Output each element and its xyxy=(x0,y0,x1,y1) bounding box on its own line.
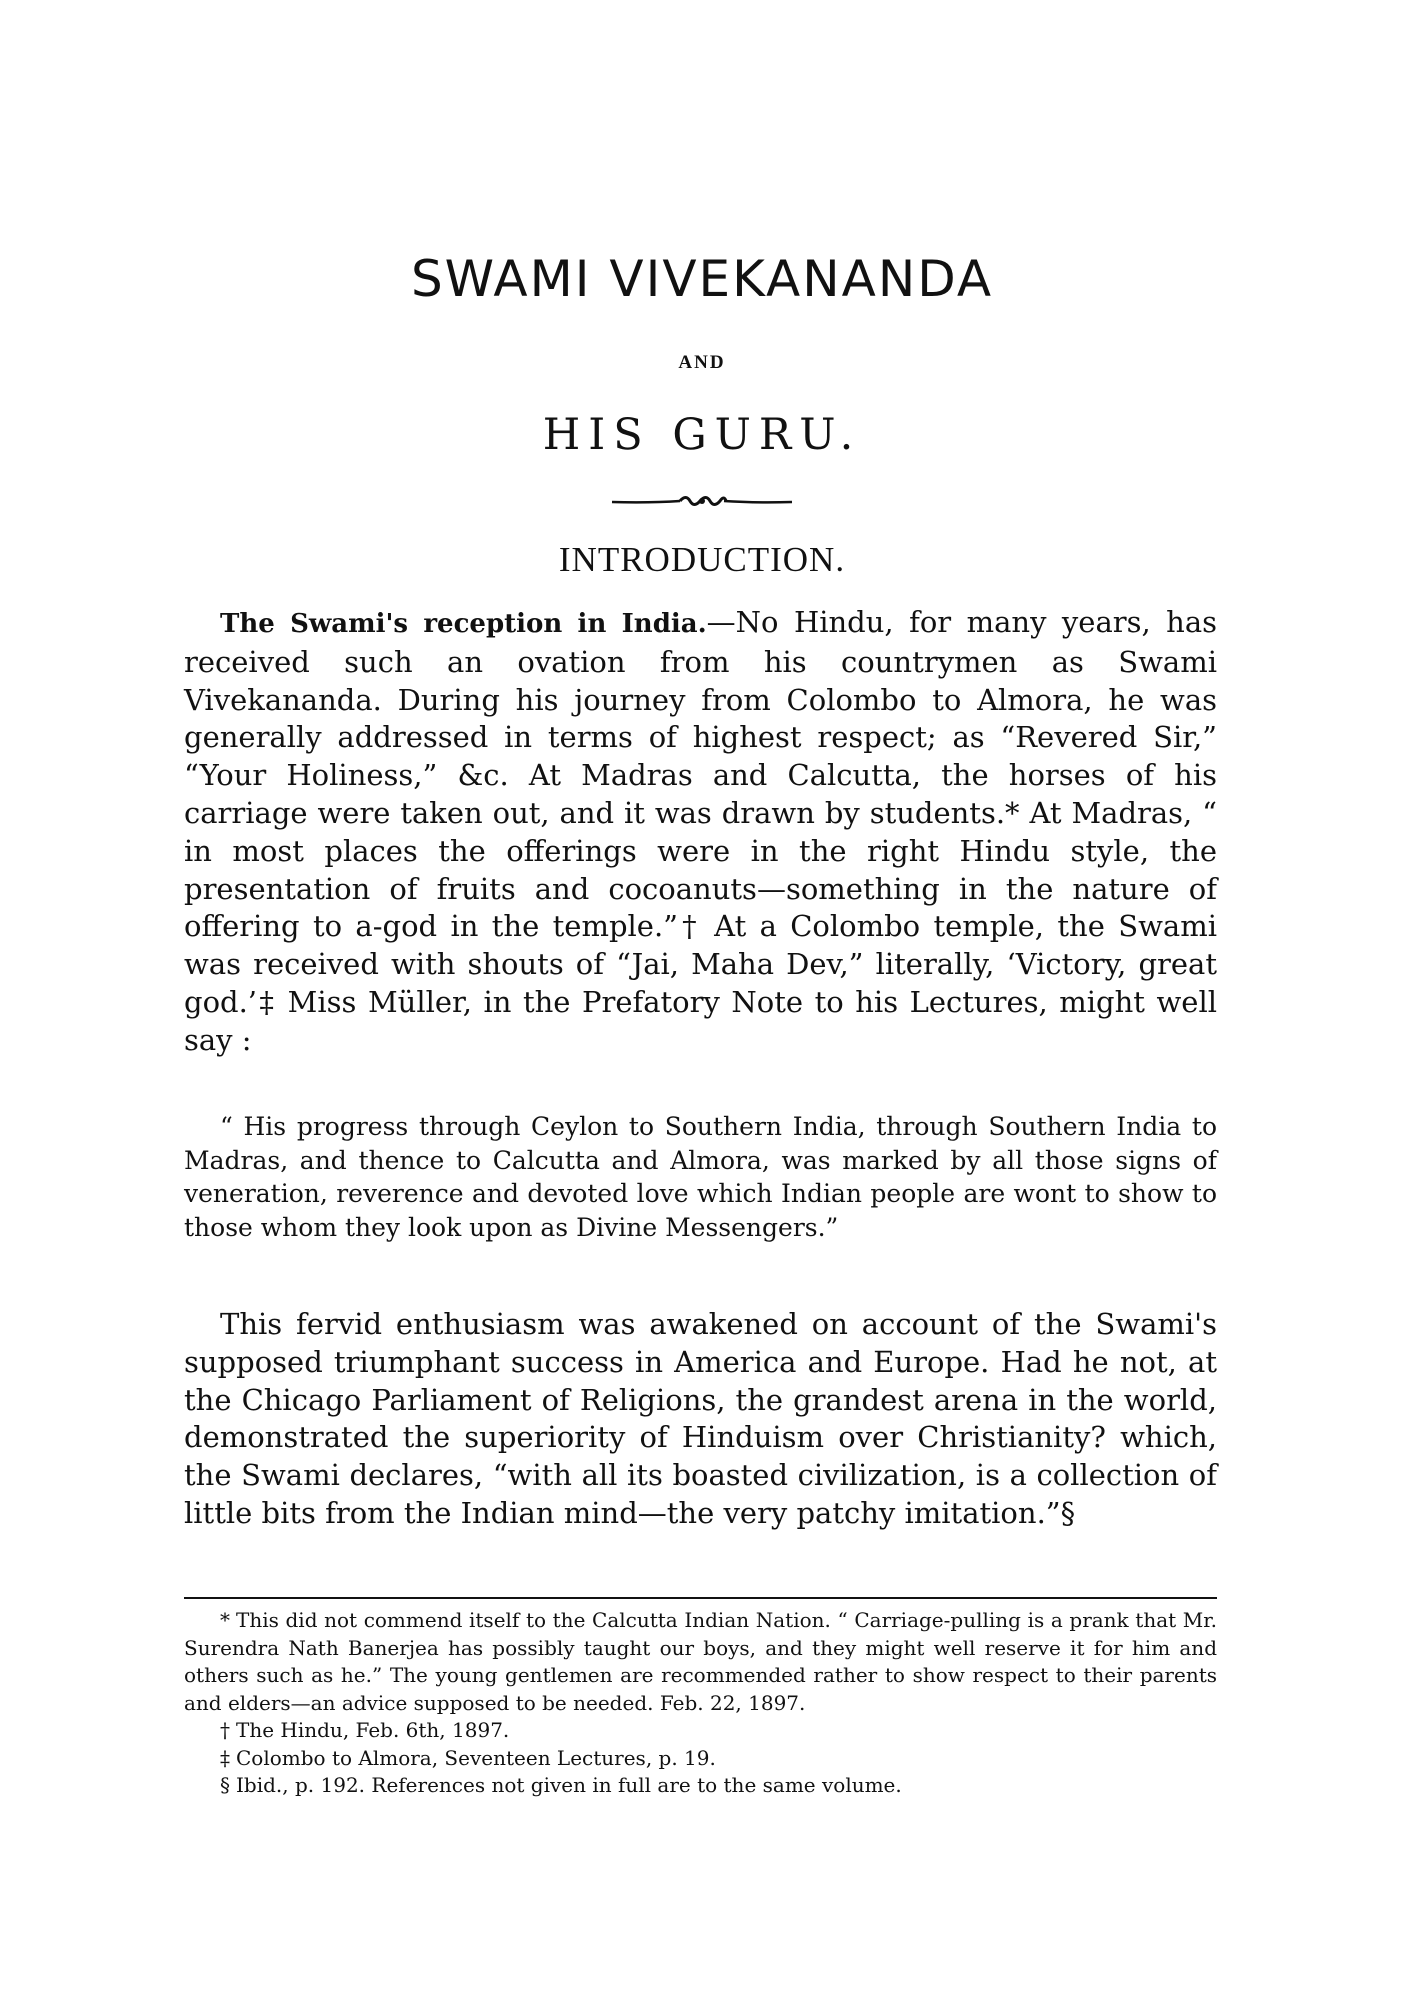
intro-paragraph xyxy=(184,604,1217,1060)
second-paragraph: This fervid enthusiasm was awakened on account of the Swami's supposed triumphant success in America and Europe. Had he not, at the Chicago Parliament of Religions, the grandest arena in the world, demonstrated the superiority of Hinduism over Christianity? which, the Swami declares, “with all its boasted civilization, is a collection of little bits from the Indian mind—the very patchy imitation.”§ xyxy=(184,1307,1217,1530)
paragraph-runin-heading: The Swami's reception in India. xyxy=(220,609,707,639)
footnote xyxy=(184,1717,1217,1745)
section-heading: INTRODUCTION. xyxy=(558,540,846,579)
footnote-text: This did not commend itself to the Calcutta Indian Nation. “ Carriage-pulling is a prank that Mr. Surendra Nath Banerjea has possibly taught our boys, and they might well reserve it for him and others such as he.” The young gentlemen are recommended rather to show respect to their parents and elders—an advice supposed to be needed. Feb. 22, 1897. xyxy=(184,1608,1217,1715)
footnote-mark: ‡ xyxy=(220,1745,230,1770)
footnote-text: The Hindu, Feb. 6th, 1897. xyxy=(236,1718,510,1742)
book-title: SWAMI VIVEKANANDA xyxy=(410,250,994,308)
footnote-rule xyxy=(184,1597,1217,1599)
book-subtitle: HIS GURU. xyxy=(542,410,862,460)
footnote-mark: † xyxy=(220,1718,230,1742)
footnote xyxy=(184,1745,1217,1773)
footnote-text: Ibid., p. 192. References not given in full are to the same volume. xyxy=(236,1773,902,1797)
block-quote: “ His progress through Ceylon to Southern India, through Southern India to Madras, and thence to Calcutta and Almora, was marked by all those signs of veneration, reverence and devoted love which Indian people are wont to show to those whom they look upon as Divine Messengers.” xyxy=(184,1112,1217,1242)
footnote xyxy=(184,1772,1217,1800)
paragraph-text: —No Hindu, for many years, has received such an ovation from his countrymen as Swami Vivekananda. During his journey from Colombo to Almora, he was generally addressed in terms of highest respect; as “Revered Sir,” “Your Holiness,” &c. At Madras and Calcutta, the horses of his carriage were taken out, and it was drawn by students.* At Madras, “ in most places the offerings were in the right Hindu style, the presentation of fruits and cocoanuts—something in the nature of offering to a-god in the temple.”† At a Colombo temple, the Swami was received with shouts of “Jai, Maha Dev,” literally, ‘Victory, great god.’‡ Miss Müller, in the Prefatory Note to his Lectures, might well say : xyxy=(184,605,1217,1057)
ornament-divider-icon xyxy=(610,493,794,509)
title-conjunction: AND xyxy=(678,352,726,373)
footnotes xyxy=(184,1607,1217,1800)
footnote-mark: § xyxy=(220,1773,230,1797)
footnote-mark: * xyxy=(220,1608,230,1632)
footnote-text: Colombo to Almora, Seventeen Lectures, p. 19. xyxy=(236,1745,716,1770)
footnote xyxy=(184,1607,1217,1717)
